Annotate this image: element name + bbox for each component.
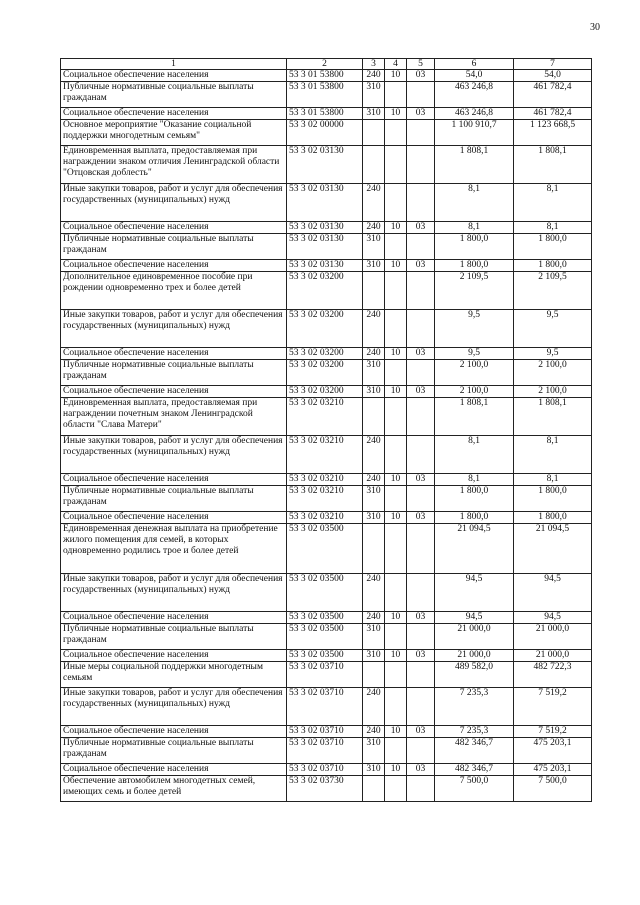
section-cell: 10 [385, 348, 407, 360]
column-header: 3 [363, 59, 385, 70]
section-cell: 10 [385, 260, 407, 272]
expense-type-cell: 310 [363, 624, 385, 650]
amount-year1-cell: 1 800,0 [435, 234, 514, 260]
section-cell: 10 [385, 612, 407, 624]
expense-name-cell: Основное мероприятие "Оказание социальной поддержки многодетным семьям" [61, 120, 287, 146]
amount-year1-cell: 1 808,1 [435, 146, 514, 184]
amount-year1-cell: 1 800,0 [435, 486, 514, 512]
section-cell: 10 [385, 70, 407, 82]
subsection-cell: 03 [407, 764, 435, 776]
table-row [61, 146, 592, 184]
subsection-cell [407, 624, 435, 650]
amount-year2-cell: 21 000,0 [514, 624, 592, 650]
section-cell: 10 [385, 726, 407, 738]
target-article-cell: 53 3 02 03130 [287, 234, 363, 260]
table-row [61, 688, 592, 726]
expense-type-cell: 240 [363, 574, 385, 612]
target-article-cell: 53 3 02 03200 [287, 310, 363, 348]
amount-year1-cell: 9,5 [435, 310, 514, 348]
expense-name-cell: Социальное обеспечение населения [61, 474, 287, 486]
expense-name-cell: Публичные нормативные социальные выплаты гражданам [61, 624, 287, 650]
section-cell [385, 398, 407, 436]
subsection-cell [407, 398, 435, 436]
target-article-cell: 53 3 02 03730 [287, 776, 363, 802]
amount-year2-cell: 9,5 [514, 348, 592, 360]
amount-year2-cell: 1 800,0 [514, 486, 592, 512]
expense-name-cell: Иные закупки товаров, работ и услуг для обеспечения государственных (муниципальных) нужд [61, 574, 287, 612]
amount-year2-cell: 475 203,1 [514, 738, 592, 764]
expense-name-cell: Социальное обеспечение населения [61, 222, 287, 234]
expense-type-cell: 240 [363, 612, 385, 624]
amount-year1-cell: 489 582,0 [435, 662, 514, 688]
table-row [61, 260, 592, 272]
expense-type-cell [363, 272, 385, 310]
amount-year1-cell: 8,1 [435, 222, 514, 234]
expense-type-cell [363, 776, 385, 802]
subsection-cell: 03 [407, 222, 435, 234]
section-cell [385, 310, 407, 348]
expense-name-cell: Социальное обеспечение населения [61, 386, 287, 398]
expense-type-cell: 240 [363, 348, 385, 360]
section-cell: 10 [385, 650, 407, 662]
subsection-cell [407, 310, 435, 348]
subsection-cell: 03 [407, 348, 435, 360]
expense-name-cell: Иные закупки товаров, работ и услуг для обеспечения государственных (муниципальных) нужд [61, 184, 287, 222]
subsection-cell: 03 [407, 386, 435, 398]
amount-year1-cell: 2 100,0 [435, 386, 514, 398]
amount-year1-cell: 94,5 [435, 612, 514, 624]
table-row [61, 398, 592, 436]
table-row [61, 234, 592, 260]
expense-type-cell: 310 [363, 386, 385, 398]
expense-type-cell [363, 524, 385, 574]
amount-year2-cell: 2 100,0 [514, 386, 592, 398]
expense-name-cell: Публичные нормативные социальные выплаты гражданам [61, 738, 287, 764]
subsection-cell: 03 [407, 612, 435, 624]
expense-name-cell: Социальное обеспечение населения [61, 764, 287, 776]
target-article-cell: 53 3 02 03130 [287, 222, 363, 234]
table-row [61, 524, 592, 574]
expense-type-cell [363, 398, 385, 436]
expense-name-cell: Социальное обеспечение населения [61, 108, 287, 120]
amount-year2-cell: 94,5 [514, 612, 592, 624]
amount-year1-cell: 8,1 [435, 474, 514, 486]
section-cell [385, 688, 407, 726]
subsection-cell [407, 738, 435, 764]
table-row [61, 120, 592, 146]
target-article-cell: 53 3 02 03710 [287, 662, 363, 688]
amount-year1-cell: 94,5 [435, 574, 514, 612]
amount-year1-cell: 7 500,0 [435, 776, 514, 802]
subsection-cell [407, 688, 435, 726]
subsection-cell: 03 [407, 474, 435, 486]
section-cell [385, 738, 407, 764]
expense-name-cell: Публичные нормативные социальные выплаты гражданам [61, 82, 287, 108]
section-cell: 10 [385, 764, 407, 776]
section-cell [385, 120, 407, 146]
target-article-cell: 53 3 02 03500 [287, 524, 363, 574]
expense-name-cell: Единовременная выплата, предоставляемая при награждении почетным знаком Ленинградской области "Слава Матери" [61, 398, 287, 436]
expense-name-cell: Социальное обеспечение населения [61, 726, 287, 738]
target-article-cell: 53 3 02 03200 [287, 272, 363, 310]
amount-year2-cell: 7 519,2 [514, 688, 592, 726]
amount-year2-cell: 21 000,0 [514, 650, 592, 662]
amount-year1-cell: 463 246,8 [435, 108, 514, 120]
expense-type-cell: 310 [363, 108, 385, 120]
table-row [61, 486, 592, 512]
expense-type-cell: 240 [363, 688, 385, 726]
target-article-cell: 53 3 01 53800 [287, 108, 363, 120]
subsection-cell [407, 184, 435, 222]
table-row [61, 222, 592, 234]
section-cell [385, 234, 407, 260]
expense-type-cell: 310 [363, 234, 385, 260]
amount-year1-cell: 1 800,0 [435, 512, 514, 524]
amount-year1-cell: 463 246,8 [435, 82, 514, 108]
expense-name-cell: Публичные нормативные социальные выплаты гражданам [61, 234, 287, 260]
table-row [61, 184, 592, 222]
amount-year2-cell: 1 808,1 [514, 146, 592, 184]
expense-name-cell: Единовременная денежная выплата на приобретение жилого помещения для семей, в которых одновременно родились трое и более детей [61, 524, 287, 574]
table-row [61, 474, 592, 486]
expense-type-cell: 310 [363, 738, 385, 764]
subsection-cell [407, 524, 435, 574]
section-cell [385, 146, 407, 184]
expense-name-cell: Единовременная выплата, предоставляемая при награждении знаком отличия Ленинградской области "Отцовская доблесть" [61, 146, 287, 184]
target-article-cell: 53 3 02 03130 [287, 146, 363, 184]
subsection-cell [407, 436, 435, 474]
target-article-cell: 53 3 02 03210 [287, 436, 363, 474]
table-row [61, 436, 592, 474]
expense-type-cell: 240 [363, 70, 385, 82]
section-cell [385, 662, 407, 688]
subsection-cell [407, 662, 435, 688]
target-article-cell: 53 3 02 03200 [287, 386, 363, 398]
expense-name-cell: Обеспечение автомобилем многодетных семей, имеющих семь и более детей [61, 776, 287, 802]
column-number-row [61, 59, 592, 70]
expense-type-cell: 310 [363, 260, 385, 272]
table-row [61, 612, 592, 624]
subsection-cell: 03 [407, 260, 435, 272]
expense-type-cell: 240 [363, 474, 385, 486]
subsection-cell: 03 [407, 108, 435, 120]
expense-type-cell: 310 [363, 650, 385, 662]
amount-year2-cell: 8,1 [514, 474, 592, 486]
expense-name-cell: Иные закупки товаров, работ и услуг для обеспечения государственных (муниципальных) нужд [61, 310, 287, 348]
amount-year1-cell: 7 235,3 [435, 688, 514, 726]
section-cell: 10 [385, 222, 407, 234]
amount-year2-cell: 1 123 668,5 [514, 120, 592, 146]
amount-year2-cell: 7 500,0 [514, 776, 592, 802]
table-row [61, 348, 592, 360]
column-header: 4 [385, 59, 407, 70]
amount-year2-cell: 94,5 [514, 574, 592, 612]
target-article-cell: 53 3 02 03200 [287, 348, 363, 360]
table-row [61, 662, 592, 688]
budget-table [60, 58, 592, 802]
expense-name-cell: Дополнительное единовременное пособие при рождении одновременно трех и более детей [61, 272, 287, 310]
subsection-cell [407, 574, 435, 612]
target-article-cell: 53 3 02 03500 [287, 574, 363, 612]
table-row [61, 574, 592, 612]
amount-year2-cell: 21 094,5 [514, 524, 592, 574]
column-header: 6 [435, 59, 514, 70]
target-article-cell: 53 3 02 03200 [287, 360, 363, 386]
expense-type-cell: 240 [363, 184, 385, 222]
table-row [61, 386, 592, 398]
expense-type-cell: 240 [363, 436, 385, 474]
amount-year2-cell: 1 800,0 [514, 512, 592, 524]
subsection-cell [407, 360, 435, 386]
table-row [61, 764, 592, 776]
subsection-cell: 03 [407, 726, 435, 738]
section-cell [385, 272, 407, 310]
section-cell [385, 524, 407, 574]
table-row [61, 512, 592, 524]
amount-year2-cell: 475 203,1 [514, 764, 592, 776]
target-article-cell: 53 3 02 03130 [287, 260, 363, 272]
expense-name-cell: Социальное обеспечение населения [61, 348, 287, 360]
subsection-cell [407, 234, 435, 260]
amount-year2-cell: 2 109,5 [514, 272, 592, 310]
section-cell [385, 624, 407, 650]
amount-year2-cell: 7 519,2 [514, 726, 592, 738]
amount-year1-cell: 482 346,7 [435, 738, 514, 764]
subsection-cell: 03 [407, 650, 435, 662]
subsection-cell: 03 [407, 70, 435, 82]
table-row [61, 624, 592, 650]
amount-year1-cell: 1 100 910,7 [435, 120, 514, 146]
amount-year2-cell: 9,5 [514, 310, 592, 348]
expense-type-cell [363, 146, 385, 184]
target-article-cell: 53 3 01 53800 [287, 82, 363, 108]
section-cell [385, 436, 407, 474]
section-cell [385, 82, 407, 108]
amount-year1-cell: 8,1 [435, 184, 514, 222]
expense-type-cell: 310 [363, 360, 385, 386]
amount-year2-cell: 1 800,0 [514, 260, 592, 272]
table-row [61, 738, 592, 764]
expense-type-cell: 310 [363, 512, 385, 524]
target-article-cell: 53 3 02 03210 [287, 512, 363, 524]
amount-year2-cell: 482 722,3 [514, 662, 592, 688]
column-header: 7 [514, 59, 592, 70]
subsection-cell [407, 120, 435, 146]
table-row [61, 650, 592, 662]
amount-year1-cell: 482 346,7 [435, 764, 514, 776]
expense-type-cell: 240 [363, 726, 385, 738]
target-article-cell: 53 3 02 00000 [287, 120, 363, 146]
expense-name-cell: Иные меры социальной поддержки многодетным семьям [61, 662, 287, 688]
expense-name-cell: Социальное обеспечение населения [61, 612, 287, 624]
section-cell: 10 [385, 512, 407, 524]
column-header: 2 [287, 59, 363, 70]
subsection-cell [407, 82, 435, 108]
amount-year2-cell: 1 808,1 [514, 398, 592, 436]
expense-name-cell: Публичные нормативные социальные выплаты гражданам [61, 486, 287, 512]
table-row [61, 108, 592, 120]
target-article-cell: 53 3 02 03710 [287, 738, 363, 764]
table-row [61, 726, 592, 738]
amount-year1-cell: 2 109,5 [435, 272, 514, 310]
table-row [61, 70, 592, 82]
amount-year1-cell: 8,1 [435, 436, 514, 474]
target-article-cell: 53 3 02 03710 [287, 688, 363, 726]
table-row [61, 360, 592, 386]
subsection-cell [407, 486, 435, 512]
page-number: 30 [590, 22, 600, 33]
column-header: 5 [407, 59, 435, 70]
amount-year1-cell: 7 235,3 [435, 726, 514, 738]
subsection-cell [407, 272, 435, 310]
amount-year1-cell: 21 094,5 [435, 524, 514, 574]
target-article-cell: 53 3 02 03500 [287, 612, 363, 624]
subsection-cell [407, 776, 435, 802]
target-article-cell: 53 3 02 03210 [287, 474, 363, 486]
section-cell: 10 [385, 474, 407, 486]
target-article-cell: 53 3 02 03710 [287, 764, 363, 776]
table-row [61, 310, 592, 348]
amount-year2-cell: 461 782,4 [514, 108, 592, 120]
expense-type-cell: 240 [363, 310, 385, 348]
amount-year1-cell: 21 000,0 [435, 624, 514, 650]
section-cell: 10 [385, 386, 407, 398]
target-article-cell: 53 3 02 03500 [287, 624, 363, 650]
amount-year2-cell: 2 100,0 [514, 360, 592, 386]
amount-year1-cell: 2 100,0 [435, 360, 514, 386]
amount-year1-cell: 21 000,0 [435, 650, 514, 662]
section-cell [385, 574, 407, 612]
amount-year1-cell: 1 808,1 [435, 398, 514, 436]
amount-year2-cell: 8,1 [514, 222, 592, 234]
section-cell [385, 776, 407, 802]
expense-name-cell: Социальное обеспечение населения [61, 512, 287, 524]
target-article-cell: 53 3 02 03500 [287, 650, 363, 662]
target-article-cell: 53 3 02 03210 [287, 486, 363, 512]
amount-year1-cell: 1 800,0 [435, 260, 514, 272]
expense-type-cell: 310 [363, 82, 385, 108]
section-cell [385, 360, 407, 386]
target-article-cell: 53 3 02 03210 [287, 398, 363, 436]
section-cell [385, 184, 407, 222]
expense-name-cell: Социальное обеспечение населения [61, 650, 287, 662]
expense-name-cell: Иные закупки товаров, работ и услуг для обеспечения государственных (муниципальных) нужд [61, 688, 287, 726]
section-cell [385, 486, 407, 512]
expense-type-cell: 310 [363, 764, 385, 776]
expense-type-cell [363, 662, 385, 688]
target-article-cell: 53 3 01 53800 [287, 70, 363, 82]
table-row [61, 82, 592, 108]
amount-year2-cell: 1 800,0 [514, 234, 592, 260]
expense-name-cell: Иные закупки товаров, работ и услуг для обеспечения государственных (муниципальных) нужд [61, 436, 287, 474]
amount-year2-cell: 8,1 [514, 436, 592, 474]
amount-year1-cell: 9,5 [435, 348, 514, 360]
expense-type-cell: 240 [363, 222, 385, 234]
subsection-cell: 03 [407, 512, 435, 524]
target-article-cell: 53 3 02 03130 [287, 184, 363, 222]
subsection-cell [407, 146, 435, 184]
table-row [61, 272, 592, 310]
section-cell: 10 [385, 108, 407, 120]
target-article-cell: 53 3 02 03710 [287, 726, 363, 738]
amount-year2-cell: 54,0 [514, 70, 592, 82]
expense-name-cell: Социальное обеспечение населения [61, 70, 287, 82]
amount-year1-cell: 54,0 [435, 70, 514, 82]
amount-year2-cell: 461 782,4 [514, 82, 592, 108]
table-row [61, 776, 592, 802]
expense-name-cell: Социальное обеспечение населения [61, 260, 287, 272]
column-header: 1 [61, 59, 287, 70]
amount-year2-cell: 8,1 [514, 184, 592, 222]
expense-type-cell: 310 [363, 486, 385, 512]
expense-name-cell: Публичные нормативные социальные выплаты гражданам [61, 360, 287, 386]
expense-type-cell [363, 120, 385, 146]
